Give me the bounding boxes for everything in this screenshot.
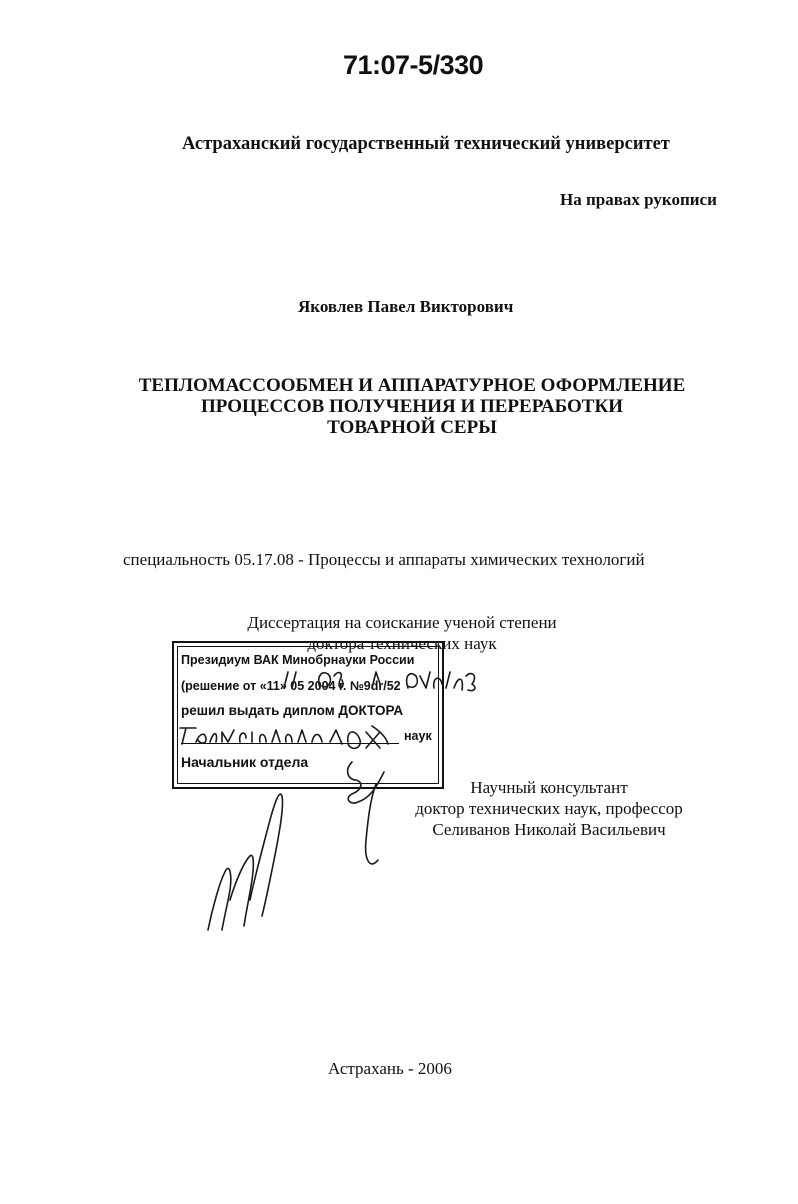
consultant-role: Научный консультант	[470, 778, 628, 797]
stamp-signature-mark	[348, 762, 384, 864]
university-name: Астраханский государственный технический университет	[182, 134, 670, 154]
archive-code: 71:07-5/330	[343, 50, 484, 80]
specialty-line: специальность 05.17.08 - Процессы и аппараты химических технологий	[123, 550, 645, 569]
stamp-line-4: наук	[404, 729, 432, 743]
rights-note: На правах рукописи	[560, 190, 717, 209]
title-line: ПРОЦЕССОВ ПОЛУЧЕНИЯ И ПЕРЕРАБОТКИ	[200, 396, 624, 417]
consultant-degree: доктор технических наук, профессор	[415, 799, 683, 818]
degree-line-2: доктора технических наук	[307, 634, 497, 653]
stamp-line-1: Президиум ВАК Минобрнауки России	[181, 653, 415, 667]
stamp-line-2: (решение от «11» 05 2004 г. №9dr/52	[181, 679, 401, 693]
handwritten-date	[284, 672, 343, 688]
stamp-line-5: Начальник отдела	[181, 754, 309, 770]
degree-line-1: Диссертация на соискание ученой степени	[247, 613, 557, 632]
stamp-line-3: решил выдать диплом ДОКТОРА	[181, 703, 404, 718]
handwritten-year-number	[372, 672, 475, 691]
title-line: ТЕПЛОМАССООБМЕН И АППАРАТУРНОЕ ОФОРМЛЕНИЕ	[138, 375, 686, 396]
consultant-name: Селиванов Николай Васильевич	[432, 820, 666, 839]
large-handwritten-signature	[208, 794, 283, 930]
handwritten-field-text	[180, 726, 388, 748]
title-line: ТОВАРНОЙ СЕРЫ	[327, 417, 497, 438]
city-year: Астрахань - 2006	[328, 1059, 452, 1078]
author-name: Яковлев Павел Викторович	[298, 297, 514, 316]
